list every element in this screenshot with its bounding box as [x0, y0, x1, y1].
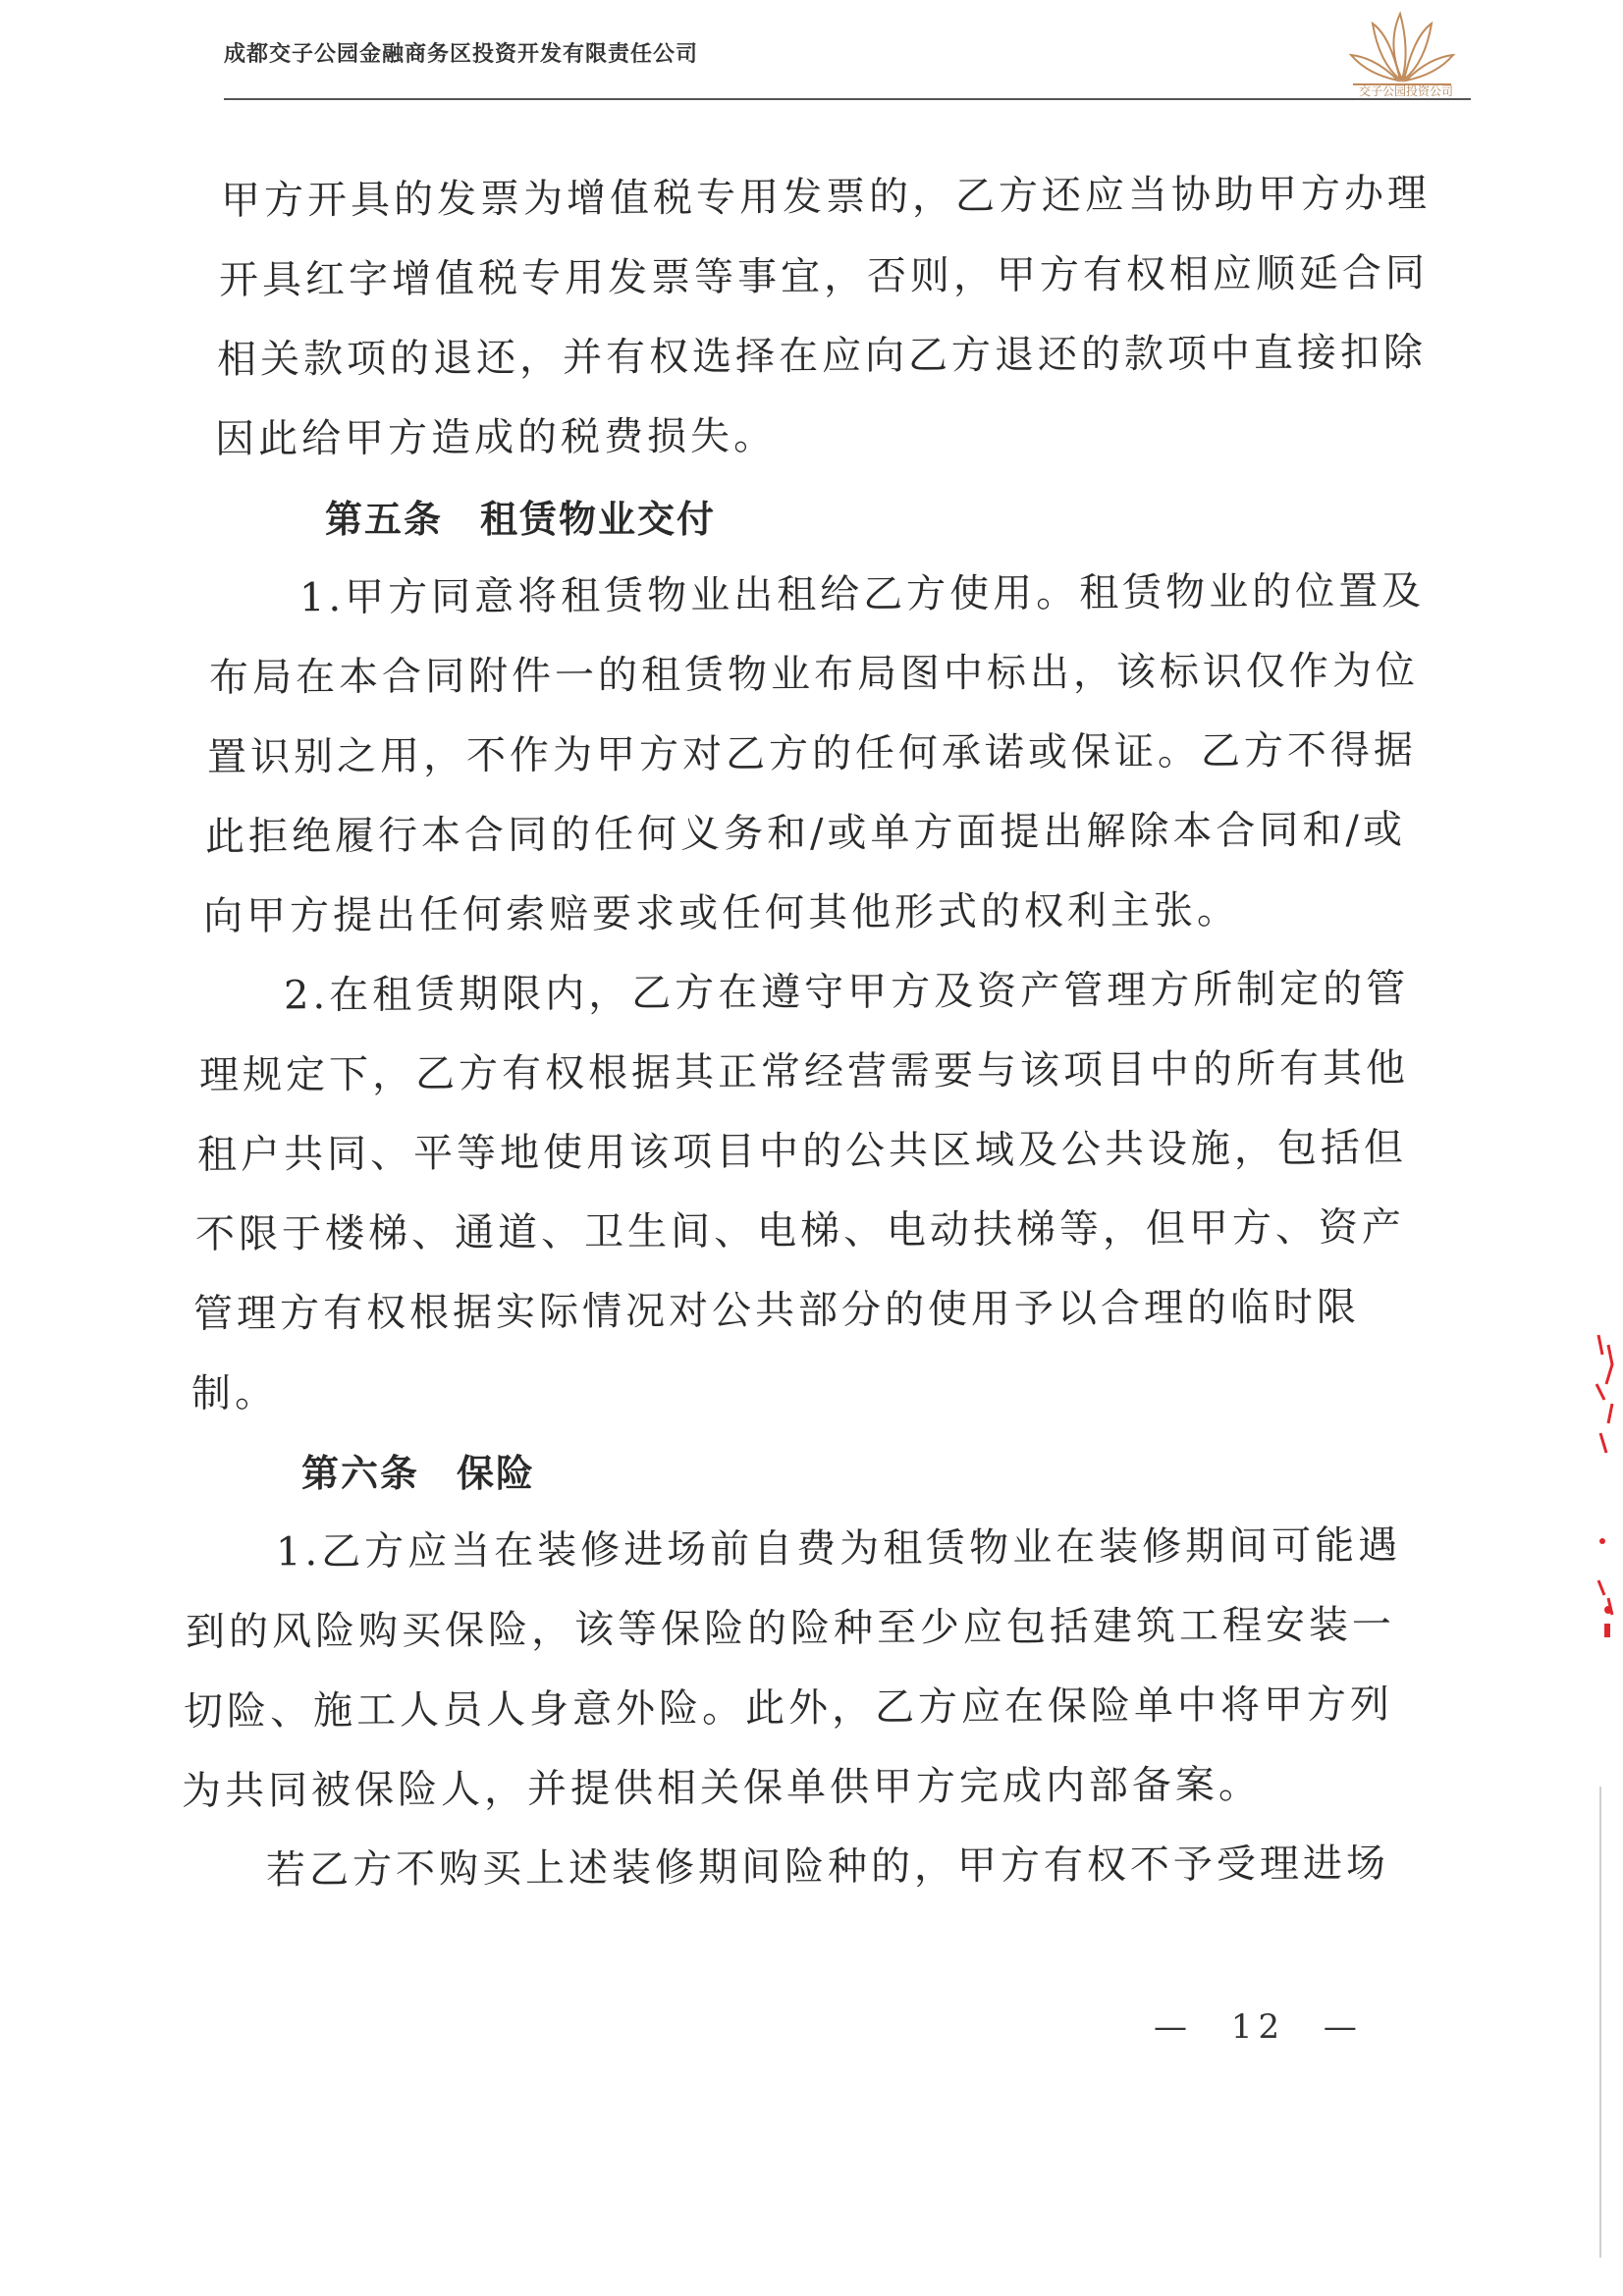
line-text: 到的风险购买保险，该等保险的险种至少应包括建筑工程安装一 [185, 1602, 1396, 1655]
body-line [182, 234, 1438, 321]
line-text: 此拒绝履行本合同的任何义务和/或单方面提出解除本合同和/或 [204, 807, 1407, 860]
section-title: 保险 [457, 1452, 536, 1495]
body-line [182, 949, 1438, 1037]
body-line [182, 1267, 1438, 1355]
line-text: 2.在租赁期限内，乙方在遵守甲方及资产管理方所制定的管 [283, 966, 1410, 1019]
line-text: 1.乙方应当在装修进场前自费为租赁物业在装修期间可能遇 [275, 1522, 1402, 1575]
page-number-value: 12 [1230, 2007, 1286, 2047]
body-line [182, 1188, 1438, 1275]
line-text: 切险、施工人员人身意外险。此外，乙方应在保险单中将甲方列 [183, 1682, 1394, 1735]
line-text: 置识别之用，不作为甲方对乙方的任何承诺或保证。乙方不得据 [206, 727, 1418, 780]
logo-caption: 交子公园投资公司 [1358, 84, 1453, 98]
body-line [182, 1744, 1438, 1832]
section-number: 第六条 [301, 1452, 420, 1495]
line-text: 1.甲方同意将租赁物业出租给乙方使用。租赁物业的位置及 [298, 568, 1426, 621]
body-line [182, 790, 1438, 878]
body-line [182, 711, 1438, 798]
line-text: 开具红字增值税专用发票等事宜，否则，甲方有权相应顺延合同 [218, 250, 1430, 303]
line-text: 布局在本合同附件一的租赁物业布局图中标出，该标识仅作为位 [208, 648, 1420, 701]
body-line [182, 1506, 1438, 1593]
body-line [182, 631, 1438, 719]
header-divider [224, 98, 1471, 100]
body-line [182, 1585, 1438, 1673]
header-company-name: 成都交子公园金融商务区投资开发有限责任公司 [224, 42, 699, 67]
scan-edge-line [1598, 1787, 1602, 2258]
line-text: 租户共同、平等地使用该项目中的公共区域及公共设施，包括但 [196, 1125, 1408, 1178]
body-line [182, 870, 1438, 957]
body-line [182, 1347, 1438, 1434]
page-number-dash-left: — [1154, 2007, 1193, 2047]
line-text: 向甲方提出任何索赔要求或任何其他形式的权利主张。 [202, 887, 1241, 939]
line-text: 管理方有权根据实际情况对公共部分的使用予以合理的临时限 [192, 1284, 1361, 1337]
body-line [182, 1665, 1438, 1752]
line-text: 相关款项的退还，并有权选择在应向乙方退还的款项中直接扣除 [216, 330, 1428, 383]
section-heading-6 [182, 1434, 1438, 1514]
body-line [182, 313, 1438, 400]
line-text: 甲方开具的发票为增值税专用发票的，乙方还应当协助甲方办理 [220, 171, 1432, 224]
page-number-dash-right: — [1323, 2007, 1363, 2047]
body-line [182, 1824, 1438, 1911]
line-text: 不限于楼梯、通道、卫生间、电梯、电动扶梯等，但甲方、资产 [194, 1204, 1406, 1257]
line-text: 因此给甲方造成的税费损失。 [214, 413, 778, 462]
line-text: 理规定下，乙方有权根据其正常经营需要与该项目中的所有其他 [198, 1045, 1410, 1098]
section-number: 第五条 [325, 498, 444, 541]
line-text: 为共同被保险人，并提供相关保单供甲方完成内部备案。 [181, 1762, 1263, 1814]
line-text: 制。 [190, 1370, 279, 1416]
document-body [182, 162, 1438, 1911]
body-line [182, 552, 1438, 639]
body-line [182, 393, 1438, 480]
section-heading-5 [182, 480, 1438, 560]
page-number [1154, 2007, 1363, 2047]
body-line [182, 1108, 1438, 1196]
line-text: 若乙方不购买上述装修期间险种的，甲方有权不予受理进场 [265, 1841, 1390, 1894]
body-line [182, 1029, 1438, 1116]
seal-fragment-marks [1569, 1315, 1623, 1649]
body-line [182, 154, 1438, 241]
section-title: 租赁物业交付 [480, 498, 717, 541]
